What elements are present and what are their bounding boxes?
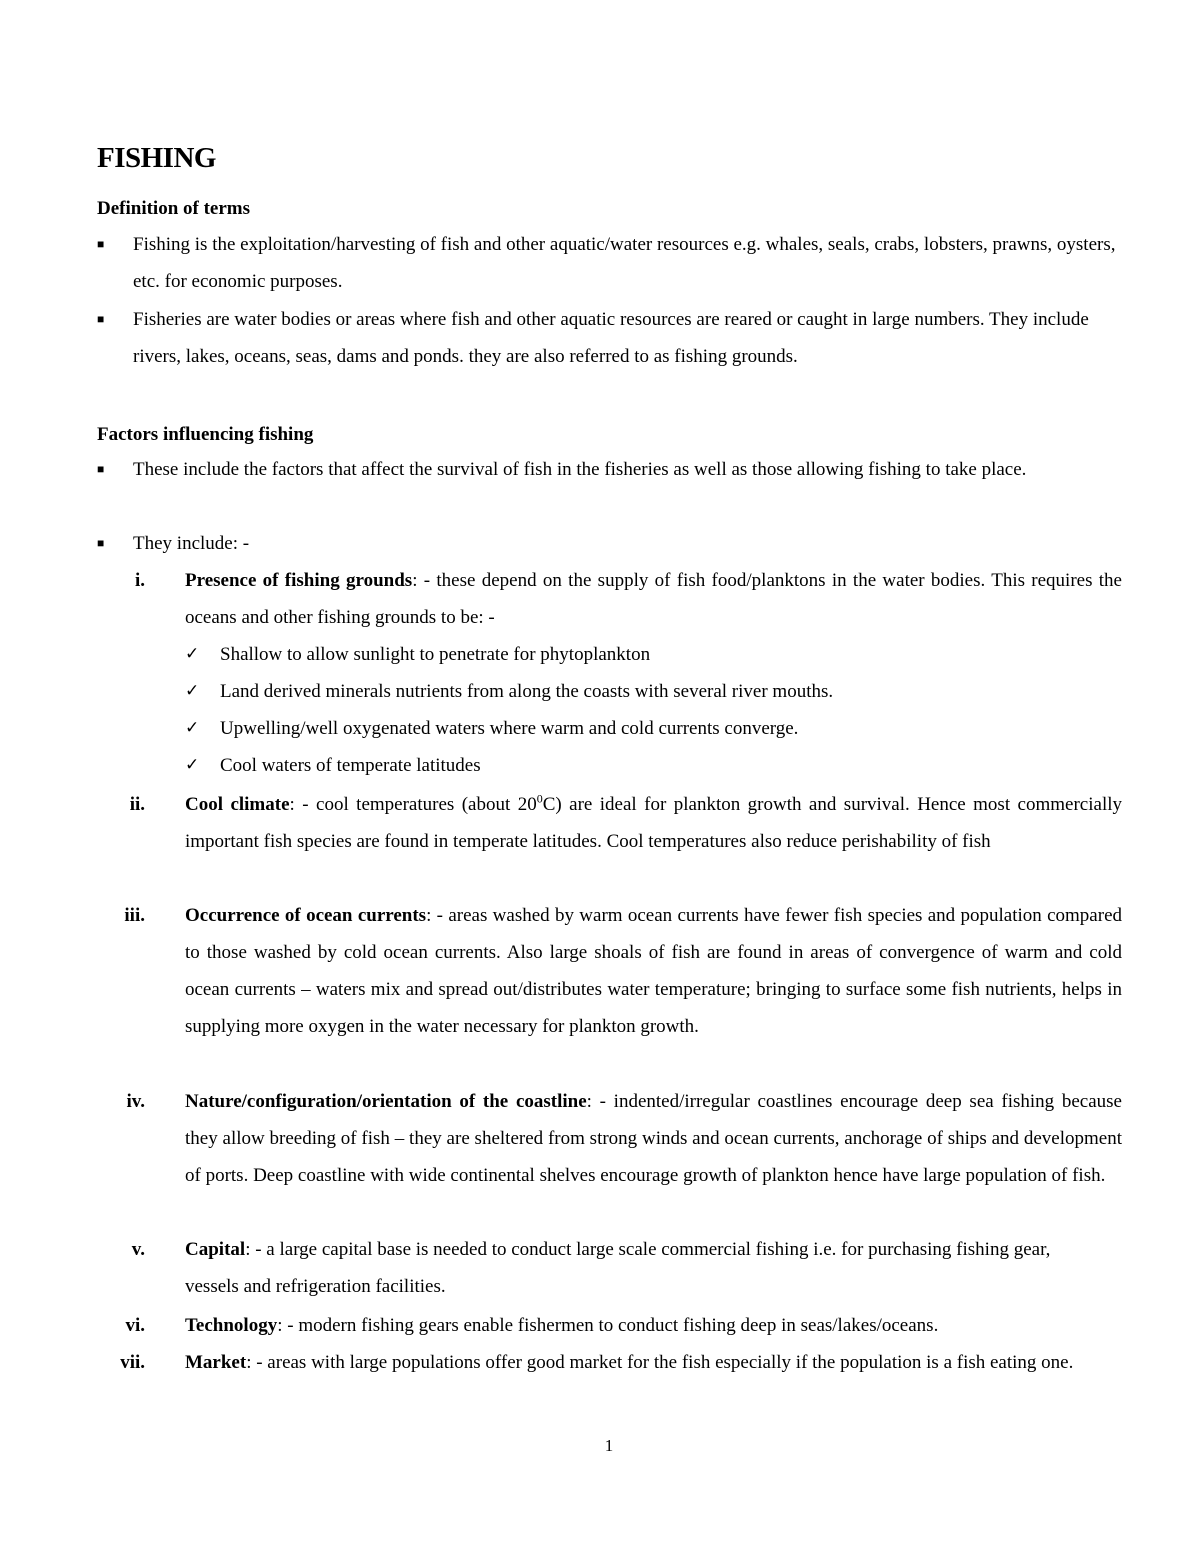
definitions-heading: Definition of terms <box>97 198 251 219</box>
factor-item-4 <box>97 1083 1122 1194</box>
factor-text <box>185 1344 1102 1381</box>
requirement-text: Land derived minerals nutrients from along the coasts with several river mouths. <box>220 681 834 702</box>
factor-description: : - areas with large populations offer good market for the fish especially if the population is a fish eating one. <box>246 1352 1074 1373</box>
factor-description: : - a large capital base is needed to conduct large scale commercial fishing i.e. for purchasing fishing gear, vessels and refrigeration facilities. <box>185 1239 1051 1297</box>
factor-description: : - areas washed by warm ocean currents have fewer fish species and population compared to those washed by cold ocean currents. Also large shoals of fish are found in areas of convergence of warm and cold ocean currents – waters mix and spread out/distributes water temperature; bringing to surface some fish nutrients, helps in supplying more oxygen in the water necessary for plankton growth. <box>185 905 1122 1037</box>
factor-text <box>185 1231 1062 1305</box>
item-number: iii. <box>124 905 145 926</box>
factor-term: Market <box>185 1352 247 1373</box>
definition-item-fisheries <box>97 301 1122 375</box>
factor-item-7 <box>97 1344 1122 1381</box>
factor-term: Cool climate <box>185 794 290 815</box>
factors-include-item <box>97 525 1122 562</box>
requirement-text: Shallow to allow sunlight to penetrate for phytoplankton <box>220 644 651 665</box>
item-number: iv. <box>126 1091 145 1112</box>
factor-term: Nature/configuration/orientation of the coastline <box>185 1091 587 1112</box>
factor-description-start: : - cool temperatures (about 20 <box>289 794 537 815</box>
item-number: i. <box>134 570 145 591</box>
square-bullet-icon: ■ <box>97 462 105 476</box>
factors-heading: Factors influencing fishing <box>97 424 314 445</box>
factor-text <box>185 562 1122 636</box>
square-bullet-icon: ■ <box>97 237 105 251</box>
factor-text <box>185 1083 1122 1194</box>
requirement-item-3 <box>185 710 1085 747</box>
factors-intro-text: These include the factors that affect the survival of fish in the fisheries as well as those allowing fishing to take place. <box>133 459 1027 480</box>
factor-description: : - these depend on the supply of fish food/planktons in the water bodies. This requires the oceans and other fishing grounds to be: - <box>185 570 1122 628</box>
requirement-item-4 <box>185 747 1085 784</box>
factors-intro-item <box>97 451 1122 488</box>
factor-term: Presence of fishing grounds <box>185 570 413 591</box>
definition-text: Fishing is the exploitation/harvesting of fish and other aquatic/water resources e.g. whales, seals, crabs, lobsters, prawns, oysters, etc. for economic purposes. <box>133 234 1116 292</box>
page-title: FISHING <box>97 142 216 174</box>
factor-term: Technology <box>185 1315 278 1336</box>
factor-description: : - indented/irregular coastlines encourage deep sea fishing because they allow breeding of fish – they are sheltered from strong winds and ocean currents, anchorage of ships and development of ports. Deep coastline with wide continental shelves encourage growth of plankton hence have large population of fish. <box>185 1091 1122 1186</box>
square-bullet-icon: ■ <box>97 536 105 550</box>
factor-text <box>185 1307 1122 1344</box>
checkmark-icon: ✓ <box>185 681 200 701</box>
square-bullet-icon: ■ <box>97 312 105 326</box>
checkmark-icon: ✓ <box>185 755 200 775</box>
degree-superscript: 0 <box>536 791 543 806</box>
item-number: vi. <box>125 1315 145 1336</box>
factor-item-1 <box>97 562 1122 636</box>
checkmark-icon: ✓ <box>185 718 200 738</box>
factors-include-text: They include: - <box>133 533 250 554</box>
factor-description: : - modern fishing gears enable fishermen to conduct fishing deep in seas/lakes/oceans. <box>277 1315 939 1336</box>
requirement-text: Cool waters of temperate latitudes <box>220 755 481 776</box>
definition-text: Fisheries are water bodies or areas where fish and other aquatic resources are reared or caught in large numbers. They include rivers, lakes, oceans, seas, dams and ponds. they are also referred to as fishing grounds. <box>133 309 1089 367</box>
factor-item-3 <box>97 897 1122 1045</box>
definition-item-fishing <box>97 226 1122 300</box>
factor-text <box>185 786 1122 860</box>
factor-term: Capital <box>185 1239 246 1260</box>
item-number: v. <box>131 1239 145 1260</box>
factor-item-5 <box>97 1231 1122 1305</box>
checkmark-icon: ✓ <box>185 644 200 664</box>
requirement-item-1 <box>185 636 1085 673</box>
item-number: ii. <box>129 794 145 815</box>
page-number: 1 <box>604 1436 614 1455</box>
item-number: vii. <box>120 1352 145 1373</box>
factor-term: Occurrence of ocean currents <box>185 905 427 926</box>
requirement-text: Upwelling/well oxygenated waters where warm and cold currents converge. <box>220 718 799 739</box>
factor-description-end: C) are ideal for plankton growth and survival. Hence most commercially important fish species are found in temperate latitudes. Cool temperatures also reduce perishability of fish <box>185 794 1122 852</box>
requirement-item-2 <box>185 673 1085 710</box>
factor-item-2 <box>97 786 1122 860</box>
factor-text <box>185 897 1122 1045</box>
factor-item-6 <box>97 1307 1122 1344</box>
